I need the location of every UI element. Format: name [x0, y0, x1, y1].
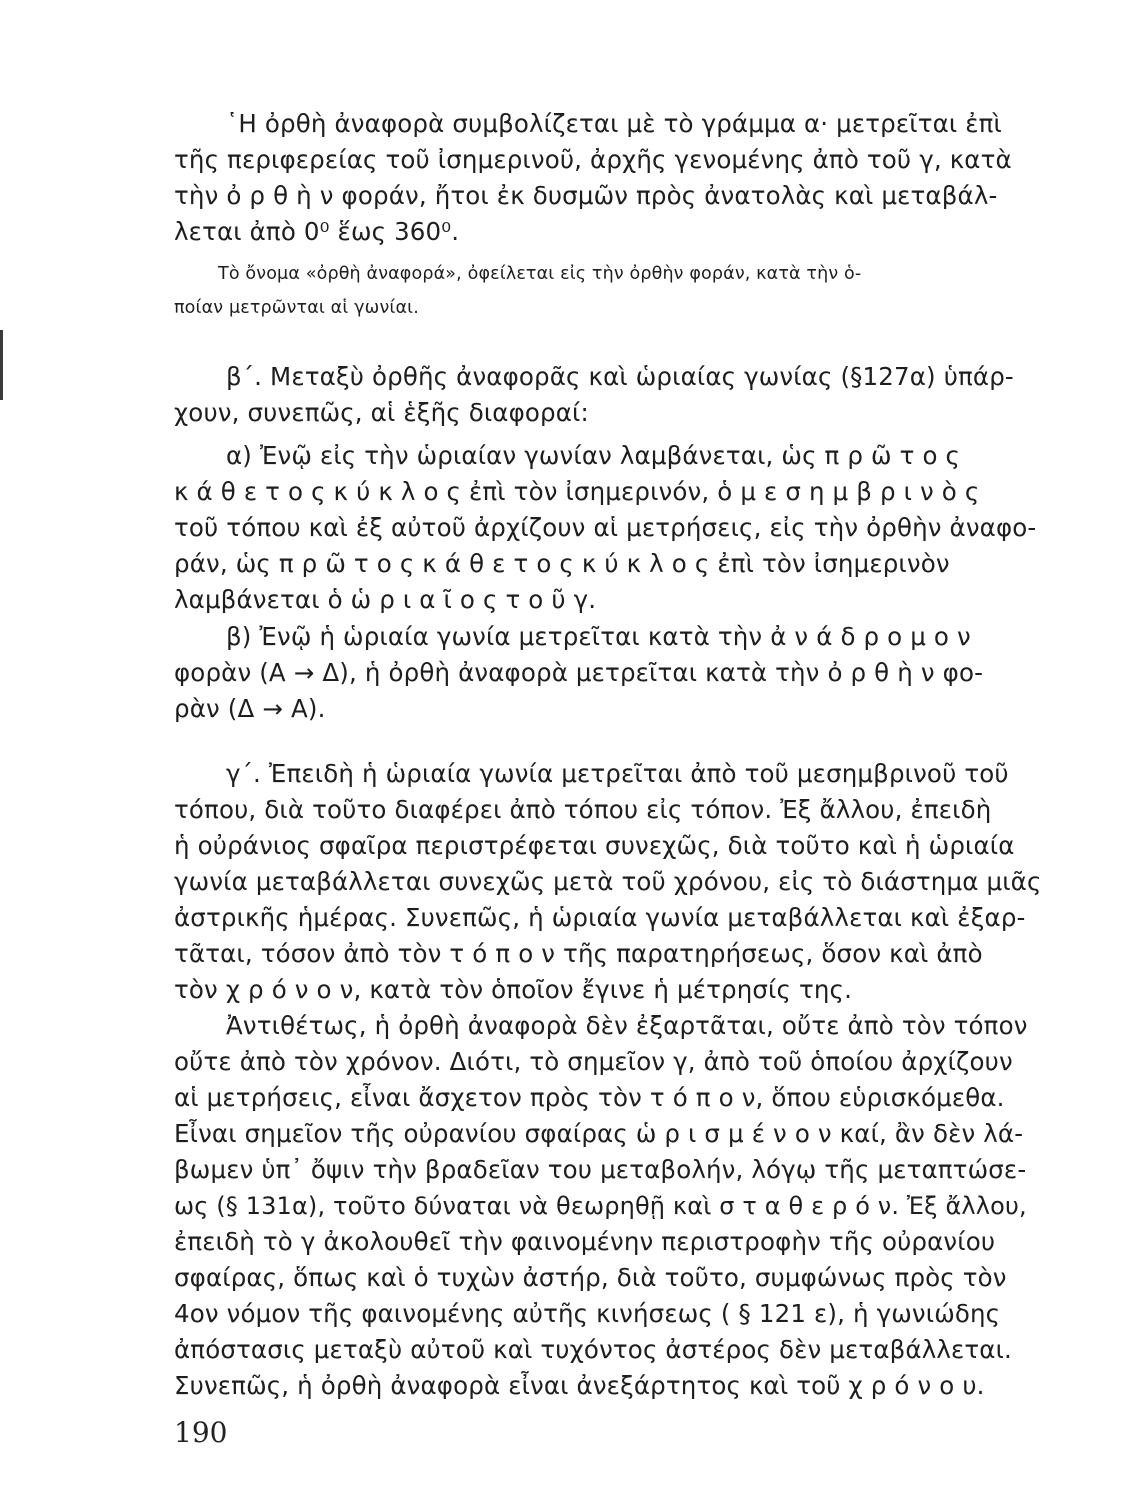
- text-line: α) Ἐνῷ εἰς τὴν ὡριαίαν γωνίαν λαμβάνεται, ὡς π ρ ῶ τ ο ς: [226, 441, 961, 470]
- text-line: τοῦ τόπου καὶ ἐξ αὐτοῦ ἀρχίζουν αἱ μετρήσεις, εἰς τὴν ὀρθὴν ἀναφο-: [174, 513, 1037, 542]
- text-line: ἐπειδὴ τὸ γ ἀκολουθεῖ τὴν φαινομένην περιστροφὴν τῆς οὐρανίου: [174, 1227, 996, 1256]
- text-line: οὔτε ἀπὸ τὸν χρόνον. Διότι, τὸ σημεῖον γ, ἀπὸ τοῦ ὁποίου ἀρχίζουν: [174, 1047, 1013, 1076]
- text-line: Ἀντιθέτως, ἡ ὀρθὴ ἀναφορὰ δὲν ἐξαρτᾶται, οὔτε ἀπὸ τὸν τόπον: [226, 1011, 1028, 1040]
- page-number: 190: [174, 1416, 228, 1449]
- text-line: γ΄. Ἐπειδὴ ἡ ὡριαία γωνία μετρεῖται ἀπὸ τοῦ μεσημβρινοῦ τοῦ: [226, 759, 1009, 788]
- text-line: ως (§ 131α), τοῦτο δύναται νὰ θεωρηθῇ καὶ σ τ α θ ε ρ ό ν. Ἐξ ἄλλου,: [174, 1192, 1027, 1220]
- text-line: Εἶναι σημεῖον τῆς οὐρανίου σφαίρας ὡ ρ ι σ μ έ ν ο ν καί, ἂν δὲν λά-: [174, 1119, 1024, 1148]
- text-line: τὴν ὀ ρ θ ὴ ν φοράν, ἤτοι ἐκ δυσμῶν πρὸς ἀνατολὰς καὶ μεταβάλ-: [174, 181, 998, 210]
- text-line: 4ον νόμον τῆς φαινομένης αὐτῆς κινήσεως ( § 121 ε), ἡ γωνιώδης: [174, 1299, 1001, 1328]
- text-line: φορὰν (Α → Δ), ἡ ὀρθὴ ἀναφορὰ μετρεῖται κατὰ τὴν ὀ ρ θ ὴ ν φο-: [174, 658, 984, 687]
- text-line: τᾶται, τόσον ἀπὸ τὸν τ ό π ο ν τῆς παρατηρήσεως, ὅσον καὶ ἀπὸ: [174, 939, 983, 968]
- text-line: βωμεν ὑπ᾽ ὄψιν τὴν βραδεῖαν του μεταβολήν, λόγῳ τῆς μεταπτώσε-: [174, 1155, 1027, 1184]
- text-line: Συνεπῶς, ἡ ὀρθὴ ἀναφορὰ εἶναι ἀνεξάρτητος καὶ τοῦ χ ρ ό ν ο υ.: [174, 1371, 985, 1400]
- text-line: γωνία μεταβάλλεται συνεχῶς μετὰ τοῦ χρόνου, εἰς τὸ διάστημα μιᾶς: [174, 867, 1042, 896]
- text-line: ῾Η ὀρθὴ ἀναφορὰ συμβολίζεται μὲ τὸ γράμμα α· μετρεῖται ἐπὶ: [226, 109, 1002, 138]
- text-line: σφαίρας, ὅπως καὶ ὁ τυχὼν ἀστήρ, διὰ τοῦτο, συμφώνως πρὸς τὸν: [174, 1263, 1007, 1292]
- binding-mark: [0, 330, 3, 400]
- text-line: αἱ μετρήσεις, εἶναι ἄσχετον πρὸς τὸν τ ό π ο ν, ὅπου εὑρισκόμεθα.: [174, 1083, 1005, 1112]
- text-line: ἀστρικῆς ἡμέρας. Συνεπῶς, ἡ ὡριαία γωνία μεταβάλλεται καὶ ἐξαρ-: [174, 903, 1026, 932]
- text-line: κ ά θ ε τ ο ς κ ύ κ λ ο ς ἐπὶ τὸν ἰσημερινόν, ὁ μ ε σ η μ β ρ ι ν ὸ ς: [174, 477, 980, 506]
- text-line: β) Ἐνῷ ἡ ὡριαία γωνία μετρεῖται κατὰ τὴν ἀ ν ά δ ρ ο μ ο ν: [226, 622, 971, 651]
- text-line: χουν, συνεπῶς, αἱ ἑξῆς διαφοραί:: [174, 398, 589, 427]
- text-line: ράν, ὡς π ρ ῶ τ ο ς κ ά θ ε τ ο ς κ ύ κ λ ο ς ἐπὶ τὸν ἰσημερινὸν: [174, 549, 950, 578]
- text-line: λαμβάνεται ὁ ὡ ρ ι α ῖ ο ς τ ο ῦ γ.: [174, 585, 597, 614]
- text-line: τῆς περιφερείας τοῦ ἰσημερινοῦ, ἀρχῆς γενομένης ἀπὸ τοῦ γ, κατὰ: [174, 145, 1012, 174]
- note-line: Τὸ ὄνομα «ὀρθὴ ἀναφορά», ὀφείλεται εἰς τὴν ὀρθὴν φοράν, κατὰ τὴν ὁ-: [218, 264, 862, 284]
- text-line: λεται ἀπὸ 0⁰ ἕως 360⁰.: [174, 217, 460, 246]
- text-line: τὸν χ ρ ό ν ο ν, κατὰ τὸν ὁποῖον ἔγινε ἡ μέτρησίς της.: [174, 975, 853, 1004]
- text-line: τόπου, διὰ τοῦτο διαφέρει ἀπὸ τόπου εἰς τόπον. Ἐξ ἄλλου, ἐπειδὴ: [174, 795, 992, 824]
- text-line: ἡ οὐράνιος σφαῖρα περιστρέφεται συνεχῶς, διὰ τοῦτο καὶ ἡ ὡριαία: [174, 831, 1015, 860]
- text-line: β΄. Μεταξὺ ὀρθῆς ἀναφορᾶς καὶ ὡριαίας γωνίας (§127α) ὑπάρ-: [226, 362, 1014, 391]
- note-line: ποίαν μετρῶνται αἱ γωνίαι.: [174, 298, 419, 318]
- text-line: ρὰν (Δ → Α).: [174, 694, 326, 723]
- text-line: ἀπόστασις μεταξὺ αὐτοῦ καὶ τυχόντος ἀστέρος δὲν μεταβάλλεται.: [174, 1335, 1012, 1364]
